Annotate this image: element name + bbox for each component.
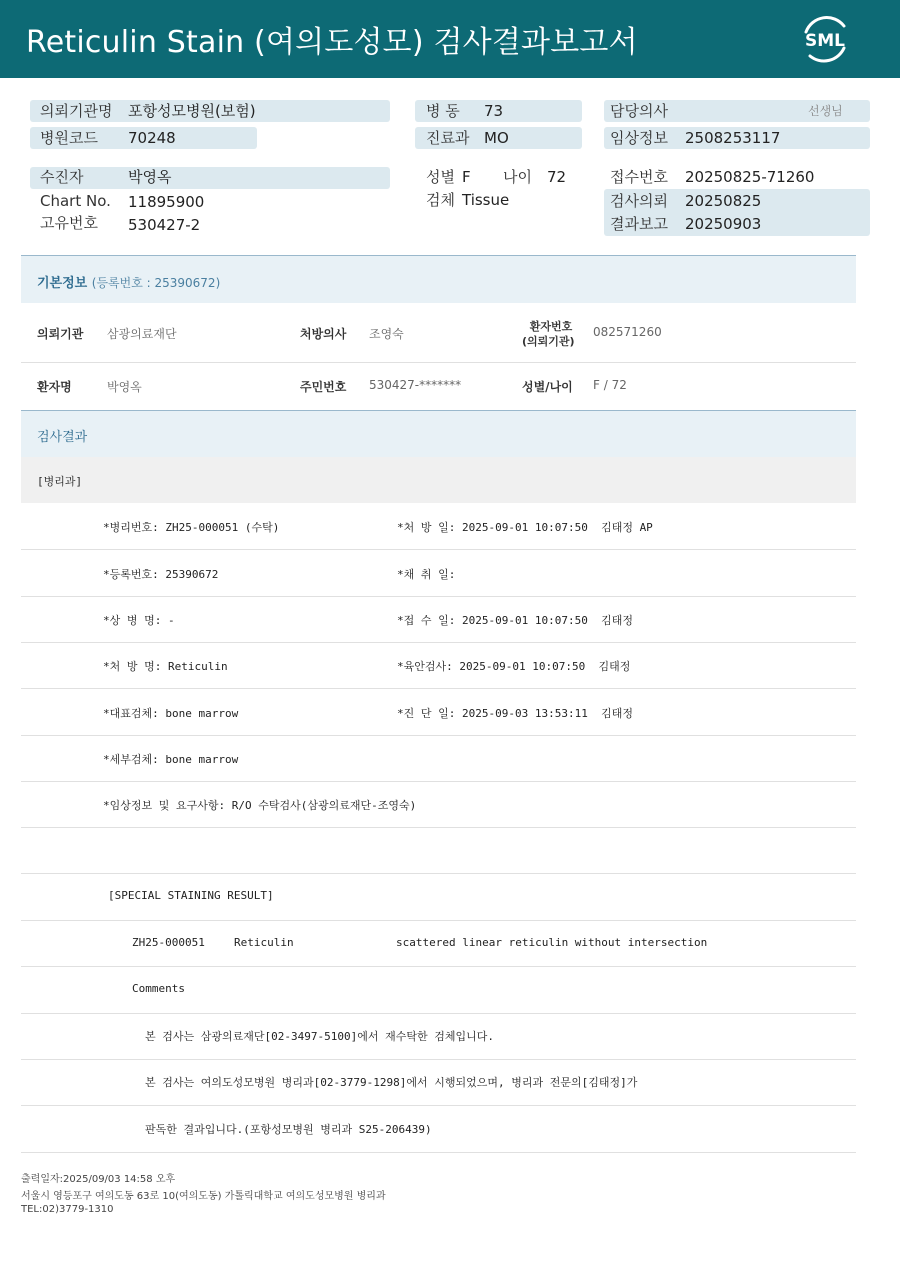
row-divider xyxy=(21,735,856,736)
logo-text: SML xyxy=(805,31,845,51)
row-divider xyxy=(21,920,856,921)
footer-address: 서울시 영등포구 여의도동 63로 10(여의도동) 가톨릭대학교 여의도성모병원 병리과 xyxy=(21,1191,386,1202)
result-row-right: *진 단 일: 2025-09-03 13:53:11 김태정 xyxy=(397,707,633,720)
patno-label-1: 환자번호 xyxy=(529,320,573,333)
result-row-left: *상 병 명: - xyxy=(103,614,175,627)
special-title: [SPECIAL STAINING RESULT] xyxy=(108,889,274,902)
special-stain: Reticulin xyxy=(234,936,294,949)
report-value: 20250903 xyxy=(685,215,762,233)
dept-bar xyxy=(21,457,856,503)
sml-logo-icon xyxy=(796,12,854,66)
patient-pill xyxy=(30,167,390,189)
name-value: 박영옥 xyxy=(107,380,142,394)
basic-info-sub: (등록번호 : 25390672) xyxy=(91,276,221,290)
institution-label: 의뢰기관명 xyxy=(40,102,113,120)
ref-inst-value: 삼광의료재단 xyxy=(107,327,177,341)
comment-1: 본 검사는 삼광의료재단[02-3497-5100]에서 재수탁한 검체입니다. xyxy=(145,1030,494,1043)
footer-tel: TEL:02)3779-1310 xyxy=(21,1204,114,1215)
row-divider xyxy=(21,1013,856,1014)
hospital-code-value: 70248 xyxy=(128,129,176,147)
row-divider xyxy=(21,873,856,874)
result-row-right: *채 취 일: xyxy=(397,568,456,581)
ward-label: 병 동 xyxy=(426,102,460,120)
prescriber-label: 처방의사 xyxy=(300,327,347,341)
age-value: 72 xyxy=(547,168,567,186)
age-label: 나이 xyxy=(503,168,532,186)
special-result: scattered linear reticulin without intersection xyxy=(396,936,708,949)
patno-value: 082571260 xyxy=(593,325,662,339)
sex-value: F xyxy=(462,168,471,186)
result-title: 검사결과 xyxy=(37,430,88,445)
specimen-value: Tissue xyxy=(462,191,510,209)
patient-label: 수진자 xyxy=(40,168,84,186)
dept-value: MO xyxy=(484,129,509,147)
sexage-value: F / 72 xyxy=(593,378,627,392)
row-divider xyxy=(21,1152,856,1153)
result-row-left: *병리번호: ZH25-000051 (수탁) xyxy=(103,521,280,534)
report-header xyxy=(0,0,900,78)
result-row-right: *접 수 일: 2025-09-01 10:07:50 김태정 xyxy=(397,614,633,627)
result-row-left: *대표검체: bone marrow xyxy=(103,707,239,720)
row-divider xyxy=(21,596,856,597)
dept-label: [병리과] xyxy=(37,475,83,488)
comment-3: 판독한 결과입니다.(포항성모병원 병리과 S25-206439) xyxy=(145,1123,432,1136)
unique-value: 530427-2 xyxy=(128,216,201,234)
unique-label: 고유번호 xyxy=(40,214,98,232)
rrn-label: 주민번호 xyxy=(300,380,347,394)
doctor-label: 담당의사 xyxy=(610,102,668,120)
prescriber-value: 조영숙 xyxy=(369,327,404,341)
receipt-value: 20250825-71260 xyxy=(685,168,815,186)
result-header xyxy=(21,410,856,457)
clinical-label: 임상정보 xyxy=(610,129,668,147)
row-divider xyxy=(21,1059,856,1060)
row-divider xyxy=(21,966,856,967)
comment-2: 본 검사는 여의도성모병원 병리과[02-3779-1298]에서 시행되었으며, 병리과 전문의[김태정]가 xyxy=(145,1076,638,1089)
rrn-value: 530427-******* xyxy=(369,378,462,392)
chart-value: 11895900 xyxy=(128,193,205,211)
chart-label: Chart No. xyxy=(40,192,111,210)
sexage-label: 성별/나이 xyxy=(522,380,573,394)
result-row-left: *등록번호: 25390672 xyxy=(103,568,219,581)
patient-value: 박영옥 xyxy=(128,168,172,186)
request-label: 검사의뢰 xyxy=(610,192,668,210)
result-row-left: *세부검체: bone marrow xyxy=(103,753,239,766)
basic-info-title: 기본정보 xyxy=(37,276,88,291)
result-row-left: *처 방 명: Reticulin xyxy=(103,660,228,673)
result-row-right: *처 방 일: 2025-09-01 10:07:50 김태정 AP xyxy=(397,521,653,534)
row-divider xyxy=(21,549,856,550)
row-divider xyxy=(21,688,856,689)
row-divider xyxy=(21,362,856,363)
ref-inst-label: 의뢰기관 xyxy=(37,327,84,341)
receipt-label: 접수번호 xyxy=(610,168,668,186)
special-id: ZH25-000051 xyxy=(132,936,205,949)
row-divider xyxy=(21,642,856,643)
dept-label: 진료과 xyxy=(426,129,470,147)
hospital-code-label: 병원코드 xyxy=(40,129,98,147)
result-row-right: *육안검사: 2025-09-01 10:07:50 김태정 xyxy=(397,660,631,673)
footer-printed: 출력일자:2025/09/03 14:58 오후 xyxy=(21,1174,176,1185)
comments-label: Comments xyxy=(132,982,185,995)
request-value: 20250825 xyxy=(685,192,762,210)
report-label: 결과보고 xyxy=(610,215,668,233)
result-row-left: *임상정보 및 요구사항: R/O 수탁검사(삼광의료재단-조영숙) xyxy=(103,799,417,812)
ward-value: 73 xyxy=(484,102,504,120)
institution-value: 포항성모병원(보험) xyxy=(128,102,256,120)
name-label: 환자명 xyxy=(37,380,72,394)
clinical-value: 2508253117 xyxy=(685,129,781,147)
row-divider xyxy=(21,1105,856,1106)
row-divider xyxy=(21,781,856,782)
basic-info-header xyxy=(21,255,856,303)
patno-label-2: (의뢰기관) xyxy=(522,335,575,348)
specimen-label: 검체 xyxy=(426,191,455,209)
report-title: Reticulin Stain (여의도성모) 검사결과보고서 xyxy=(26,25,638,60)
doctor-suffix: 선생님 xyxy=(808,104,843,118)
row-divider xyxy=(21,827,856,828)
sex-label: 성별 xyxy=(426,168,455,186)
